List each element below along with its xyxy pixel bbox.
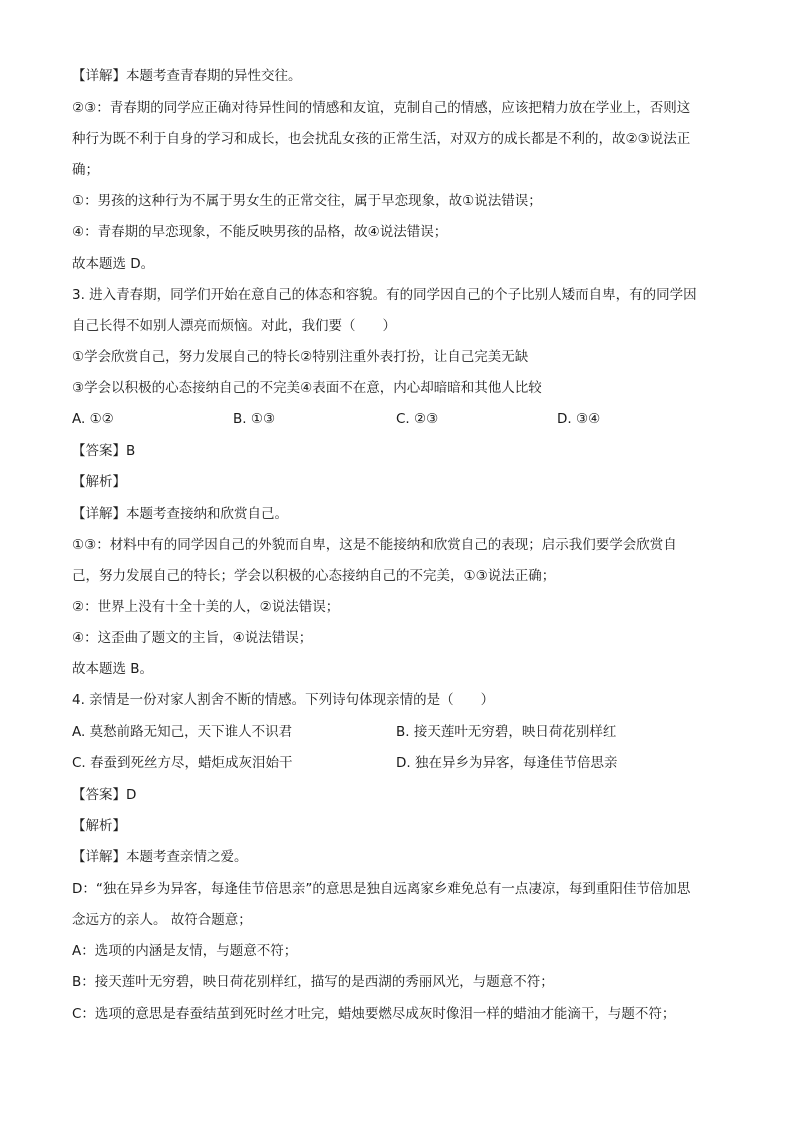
text-line: ②：世界上没有十全十美的人，②说法错误； [72, 599, 340, 615]
text-line: ②③：青春期的同学应正确对待异性间的情感和友谊，克制自己的情感，应该把精力放在学业上，否则这 [72, 100, 691, 116]
q4-option-d: D. 独在异乡为异客，每逢佳节倍思亲 [396, 755, 618, 771]
text-line: A：选项的内涵是友情，与题意不符； [72, 943, 298, 959]
question-3-statement: ①学会欣赏自己，努力发展自己的特长②特别注重外表打扮，让自己完美无缺 [72, 349, 529, 365]
question-3-stem: 3. 进入青春期，同学们开始在意自己的体态和容貌。有的同学因自己的个子比别人矮而自卑，有的同学因 [72, 287, 697, 303]
text-line: 确； [72, 162, 99, 178]
text-line: D：“独在异乡为异客，每逢佳节倍思亲”的意思是独自远离家乡难免总有一点凄凉，每到重阳佳节倍加思 [72, 881, 691, 897]
text-line: ①③：材料中有的同学因自己的外貌而自卑，这是不能接纳和欣赏自己的表现；启示我们要学会欣赏自 [72, 537, 677, 553]
text-line: B：接天莲叶无穷碧，映日荷花别样红，描写的是西湖的秀丽风光，与题意不符； [72, 974, 554, 990]
analysis-label: 【解析】 [72, 474, 126, 490]
text-line: ④：青春期的早恋现象，不能反映男孩的品格，故④说法错误； [72, 224, 448, 240]
text-line: 念远方的亲人。 故符合题意； [72, 912, 252, 928]
text-line: 【详解】本题考查接纳和欣赏自己。 [72, 506, 288, 522]
text-line: ④：这歪曲了题文的主旨，④说法错误； [72, 630, 313, 646]
q4-option-c: C. 春蚕到死丝方尽，蜡炬成灰泪始干 [72, 755, 293, 771]
analysis-label: 【解析】 [72, 818, 126, 834]
text-line: C：选项的意思是春蚕结茧到死时丝才吐完，蜡烛要燃尽成灰时像泪一样的蜡油才能滴干，与题不符； [72, 1006, 676, 1022]
text-line: 故本题选 D。 [72, 256, 155, 272]
q4-option-a: A. 莫愁前路无知己，天下谁人不识君 [72, 724, 293, 740]
question-3-statement: ③学会以积极的心态接纳自己的不完美④表面不在意，内心却暗暗和其他人比较 [72, 380, 542, 396]
question-4-stem: 4. 亲情是一份对家人割舍不断的情感。下列诗句体现亲情的是（ ） [72, 692, 495, 708]
text-line: 【详解】本题考查青春期的异性交往。 [72, 68, 302, 84]
q3-option-c: C. ②③ [396, 411, 439, 427]
answer-label: 【答案】B [72, 443, 136, 459]
answer-label: 【答案】D [72, 787, 137, 803]
text-line: 【详解】本题考查亲情之爱。 [72, 849, 248, 865]
q3-option-d: D. ③④ [557, 411, 601, 427]
question-3-stem: 自己长得不如别人漂亮而烦恼。对此，我们要（ ） [72, 318, 396, 334]
q3-option-b: B. ①③ [233, 411, 276, 427]
q4-option-b: B. 接天莲叶无穷碧，映日荷花别样红 [396, 724, 617, 740]
text-line: ①：男孩的这种行为不属于男女生的正常交往，属于早恋现象，故①说法错误； [72, 193, 542, 209]
q3-option-a: A. ①② [72, 411, 114, 427]
text-line: 己，努力发展自己的特长；学会以积极的心态接纳自己的不完美，①③说法正确； [72, 568, 556, 584]
text-line: 种行为既不利于自身的学习和成长，也会扰乱女孩的正常生活，对双方的成长都是不利的，故②③说法正 [72, 131, 691, 147]
text-line: 故本题选 B。 [72, 661, 154, 677]
